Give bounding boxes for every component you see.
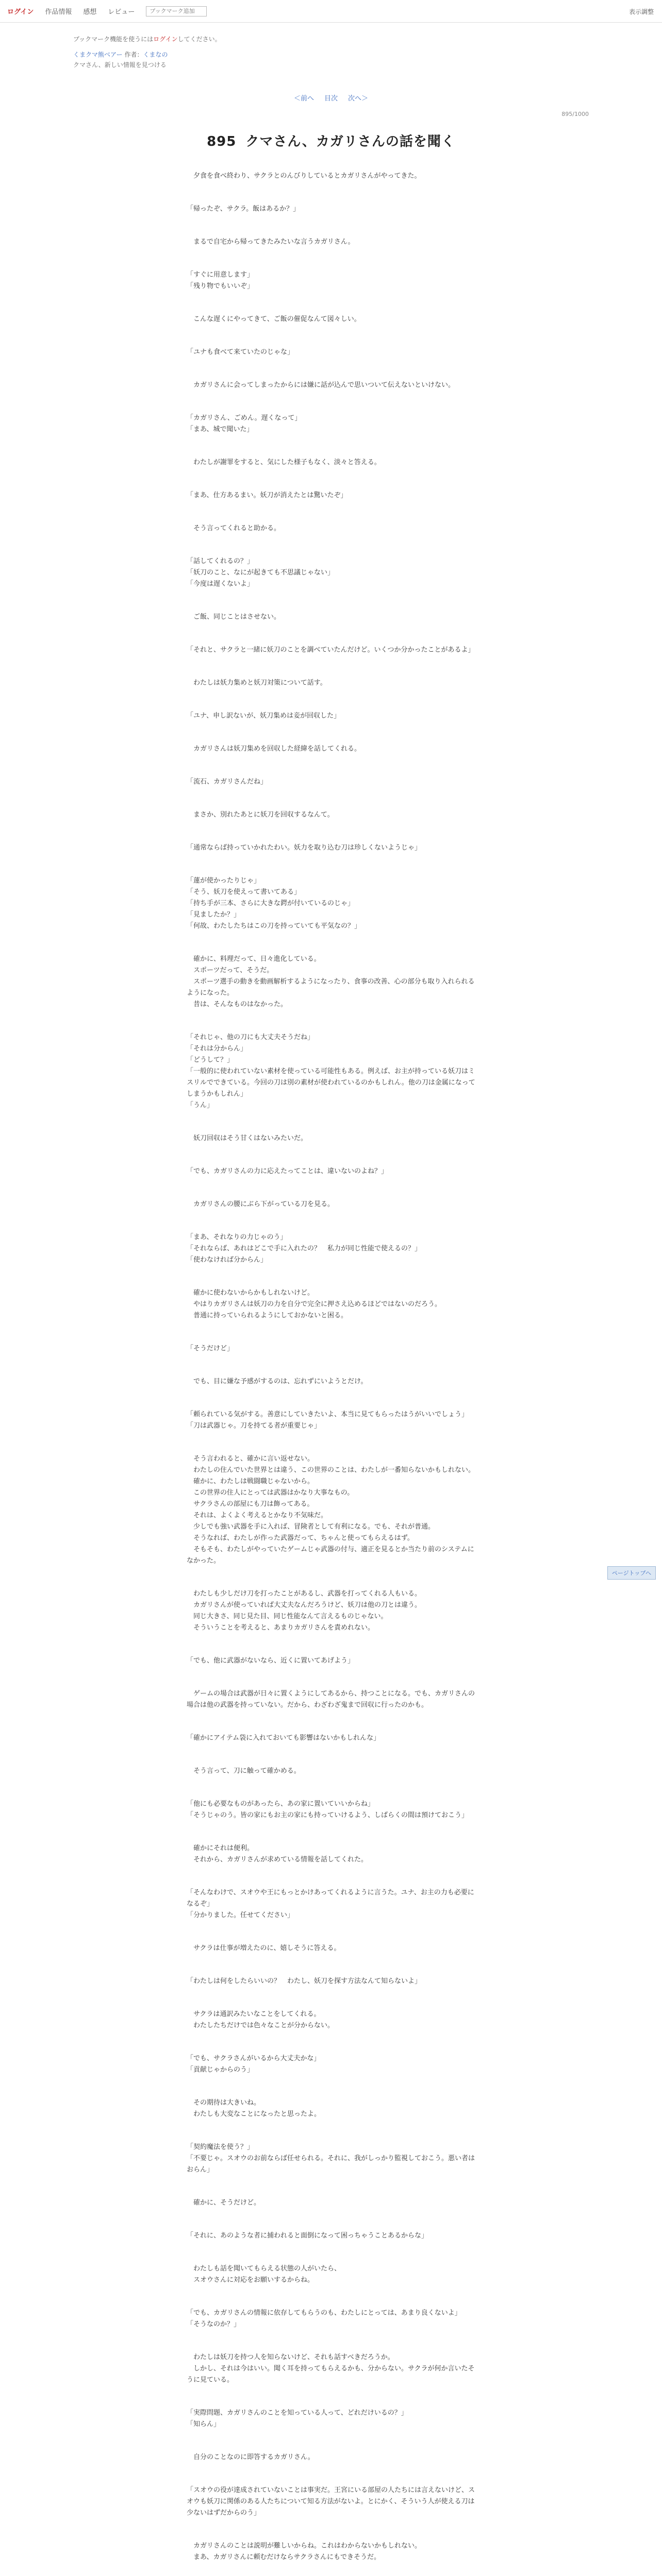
- novel-paragraph: 夕食を食べ終わり、サクラとのんびりしているとカガリさんがやってきた。: [187, 172, 421, 180]
- novel-paragraph: 確かに、そうだけど。: [187, 2199, 261, 2207]
- novel-paragraph: 確かにそれは便利。 それから、カガリさんが求めている情報を話してくれた。: [193, 1844, 368, 1863]
- novel-paragraph: 「ユナ、申し訳ないが、妖刀集めは妾が回収した」: [187, 712, 341, 720]
- novel-paragraph: サクラは通訳みたいなことをしてくれる。 わたしたちだけでは色々なことが分からない。: [193, 2010, 335, 2029]
- novel-paragraph: 「カガリさん、ごめん。遅くなって」 「まあ、城で聞いた」: [187, 414, 302, 433]
- login-link[interactable]: ログイン: [7, 8, 34, 16]
- novel-paragraph: そう言って、刀に触って確かめる。: [187, 1767, 301, 1775]
- novel-paragraph: 「そんなわけで、スオウや王にもっとかけあってくれるように言うた。ユナ、お主の力も必要になるぞ」 「分かりました。任せてください」: [187, 1889, 474, 1919]
- bookmark-add-input[interactable]: [146, 6, 207, 16]
- novel-paragraph: わたしが謝罪をすると、気にした様子もなく、淡々と答える。: [187, 459, 381, 466]
- novel-body: [187, 171, 475, 2576]
- chapter-counter: 895/1000: [561, 111, 589, 117]
- login-notice-post: してください。: [177, 36, 221, 43]
- novel-paragraph: わたしも話を聞いてもらえる状態の人がいたら、 スオウさんに対応をお願いするからね。: [193, 2265, 341, 2284]
- novel-paragraph: 「通常ならば持っていかれたわい。妖力を取り込む刀は珍しくないようじゃ」: [187, 844, 422, 852]
- novel-paragraph: 「そうだけど」: [187, 1345, 234, 1352]
- novel-paragraph: その期待は大きいね。 わたしも大変なことになったと思ったよ。: [193, 2099, 321, 2118]
- chapter-pager: [73, 93, 589, 103]
- novel-paragraph: 「流石、カガリさんだね」: [187, 778, 268, 786]
- login-notice-pre: ブックマーク機能を使うには: [73, 36, 154, 43]
- chapter-title: [73, 131, 589, 150]
- chapter-number: 895: [207, 134, 237, 149]
- novel-paragraph: 「確かにアイテム袋に入れておいても影響はないかもしれんな」: [187, 1734, 380, 1742]
- novel-paragraph: カガリさんは妖刀集めを回収した経緯を話してくれる。: [187, 745, 361, 753]
- novel-paragraph: でも、目に嫌な予感がするのは、忘れずにいようとだけ。: [187, 1378, 368, 1385]
- novel-paragraph: まさか、別れたあとに妖刀を回収するなんて。: [187, 811, 334, 819]
- novel-paragraph: わたしは妖力集めと妖刀対策について話す。: [187, 679, 327, 687]
- table-of-contents-link[interactable]: 目次: [324, 95, 338, 103]
- novel-paragraph: 「それじゃ、他の刀にも大丈夫そうだね」 「それは分からん」 「どうして？」 「一般的に使われていない素材を使っている可能性もある。例えば、お主が持っている妖刀はミスリルでできている。今回の刀は別の素材が使われているのかもしれん。他の刀は金属になってしまうかもしれん」 「うん」: [187, 1033, 475, 1109]
- novel-paragraph: 「それと、サクラと一緒に妖刀のことを調べていたんだけど。いくつか分かったことがあるよ」: [187, 646, 475, 654]
- nav-item-impressions[interactable]: 感想: [83, 8, 97, 16]
- novel-paragraph: 確かに使わないからかもしれないけど。 やはりカガリさんは妖刀の力を自分で完全に押さえ込めるほどではないのだろう。 普通に持っていられるようにしておかないと困る。: [193, 1289, 442, 1319]
- page-top-button[interactable]: ページトップへ: [607, 1566, 656, 1580]
- prev-chapter-link[interactable]: ＜前へ: [293, 95, 314, 103]
- top-nav-left: [7, 6, 207, 16]
- novel-paragraph: カガリさんのことは説明が難しいからね。これはわからないかもしれない。 まあ、カガリさんに頼むだけならサクラさんにもできそうだ。: [193, 2542, 422, 2561]
- novel-paragraph: ゲームの場合は武器が日々に置くようにしてあるから、持つことになる。でも、カガリさんの場合は他の武器を持っていない。だから、わざわざ鬼まで回収に行ったのかも。: [187, 1690, 475, 1709]
- novel-paragraph: わたしは妖刀を持つ人を知らないけど、それも話すべきだろうか。 しかし、それは今はいい。聞く耳を持ってもらえるかも、分からない。サクラが何か言いたそうに見ている。: [187, 2353, 475, 2384]
- novel-paragraph: 「それに、あのような者に捕われると面倒になって困っちゃうことあるからな」: [187, 2232, 428, 2240]
- series-title-link[interactable]: くまクマ熊ベアー: [73, 51, 123, 58]
- display-settings-link[interactable]: 表示調整: [628, 8, 654, 15]
- novel-paragraph: ご飯、同じことはさせない。: [187, 613, 281, 621]
- novel-paragraph: 「蓮が使かったりじゃ」 「そう、妖刀を使えって書いてある」 「持ち手が三本、さらに大きな鍔が付いているのじゃ」 「見ましたか？」 「何故、わたしたちはこの刀を持っていても平気なの？」: [187, 877, 361, 930]
- author-line: [73, 49, 589, 60]
- novel-paragraph: まるで自宅から帰ってきたみたいな言うカガリさん。: [187, 238, 355, 246]
- novel-paragraph: 「でも、カガリさんの力に応えたってことは、違いないのよね？」: [187, 1167, 388, 1175]
- novel-paragraph: 「頼られている気がする。善意にしていきたいよ、本当に見てもらったはうがいいでしょう」 「刀は武器じゃ。刀を持てる者が重要じゃ」: [187, 1411, 469, 1430]
- novel-paragraph: 「わたしは何をしたらいいの？ わたし、妖刀を探す方法なんて知らないよ」: [187, 1977, 422, 1985]
- novel-paragraph: 妖刀回収はそう甘くはないみたいだ。: [187, 1134, 308, 1142]
- novel-paragraph: わたしも少しだけ刀を打ったことがあるし、武器を打ってくれる人もいる。 カガリさんが使っていれば大丈夫なんだろうけど、妖刀は他の刀とは違う。 同じ大きさ、同じ見た目、同じ性能なんて言えるものじゃない。 そういうことを考えると、あまりカガリさんを責めれない。: [193, 1590, 422, 1632]
- novel-paragraph: 確かに、料理だって、日々進化している。 スポーツだって、そうだ。 スポーツ選手の動きを動画解析するようになったり、食事の改善、心の部分も取り入れられるようになった。 昔は、そんなものはなかった。: [187, 955, 475, 1008]
- top-navigation-bar: [0, 0, 662, 23]
- novel-paragraph: 「ユナも食べて来ていたのじゃな」: [187, 348, 294, 356]
- nav-item-work-info[interactable]: 作品情報: [45, 8, 72, 16]
- novel-paragraph: 「契約魔法を使う？」 「不要じゃ。スオウのお前ならば任せられる。それに、我がしっかり監視しておこう。悪い者はおらん」: [187, 2143, 475, 2174]
- header-info: [73, 34, 589, 70]
- novel-paragraph: 「まあ、それなりの力じゃのう」 「それならば、あれはどこで手に入れたの？ 私力が同じ性能で使えるの？」 「使わなければ分からん」: [187, 1233, 422, 1264]
- novel-paragraph: 「でも、カガリさんの情報に依存してもらうのも、わたしにとっては、あまり良くないよ」 「そうなのか？」: [187, 2309, 461, 2328]
- novel-paragraph: そう言われると、確かに言い返せない。 わたしの住んでいた世界とは違う、この世界のことは、わたしが一番知らないかもしれない。 確かに、わたしは戦闘職じゃないから。 この世界の住人にとっては武器はかなり大事なもの。 サクラさんの部屋にも刀は飾ってある。 それは、よくよく考えるとかなり不気味だ。 少しでも強い武器を手に入れば、冒険者として有利になる。でも、それが普通。 そうなれば、わたしが作った武器だって、ちゃんと使ってもらえるはず。 そもそも、わたしがやっていたゲームじゃ武器の付与、適正を見るとか当たり前のシステムになかった。: [187, 1455, 475, 1565]
- novel-paragraph: 自分のことなのに即答するカガリさん。: [187, 2453, 315, 2461]
- chapter-subtitle: クマさん、新しい情報を見つける: [73, 61, 167, 69]
- login-notice: [73, 34, 589, 44]
- novel-paragraph: 「すぐに用意します」 「残り物でもいいぞ」: [187, 271, 254, 290]
- novel-paragraph: 「スオウの役が達成されていないことは事実だ。王宮にいる部屋の人たちには言えないけど、スオウも妖刀に関係のある人たちについて知る方法がないよ。とにかく、そういう人が使える刀は少ないはずだからのう」: [187, 2486, 475, 2517]
- novel-paragraph: そう言ってくれると助かる。: [187, 524, 281, 532]
- nav-item-reviews[interactable]: レビュー: [108, 8, 135, 16]
- novel-paragraph: 「帰ったぞ、サクラ。飯はあるか？」: [187, 205, 300, 213]
- novel-paragraph: 「まあ、仕方あるまい。妖刀が消えたとは驚いたぞ」: [187, 492, 347, 499]
- novel-paragraph: サクラは仕事が増えたのに、嬉しそうに答える。: [187, 1944, 341, 1952]
- novel-paragraph: 「話してくれるの？」 「妖刀のこと、なにが起きても不思議じゃない」 「今度は遅くないよ」: [187, 557, 335, 588]
- novel-paragraph: 「実際問題、カガリさんのことを知っている人って、どれだけいるの？」 「知らん」: [187, 2409, 408, 2428]
- novel-paragraph: カガリさんに会ってしまったからには嫌に話が込んで思いついて伝えないといけない。: [187, 381, 455, 389]
- novel-paragraph: 「でも、サクラさんがいるから大丈夫かな」 「貢献じゃからのう」: [187, 2055, 321, 2074]
- novel-paragraph: 「でも、他に武器がないなら、近くに置いてあげよう」: [187, 1657, 355, 1665]
- next-chapter-link[interactable]: 次へ＞: [348, 95, 369, 103]
- novel-paragraph: カガリさんの腰にぶら下がっている刀を見る。: [187, 1200, 335, 1208]
- novel-paragraph: こんな遅くにやってきて、ご飯の催促なんて図々しい。: [187, 315, 361, 323]
- author-name-link[interactable]: くまなの: [143, 51, 168, 58]
- chapter-title-text: クマさん、カガリさんの話を聞く: [245, 134, 455, 149]
- author-label: 作者：: [122, 51, 143, 58]
- login-notice-link[interactable]: ログイン: [153, 36, 178, 43]
- novel-paragraph: 「他にも必要なものがあったら、あの家に置いていいからね」 「そうじゃのう。皆の家にもお主の家にも持っていけるよう、しばらくの間は預けておこう」: [187, 1800, 469, 1819]
